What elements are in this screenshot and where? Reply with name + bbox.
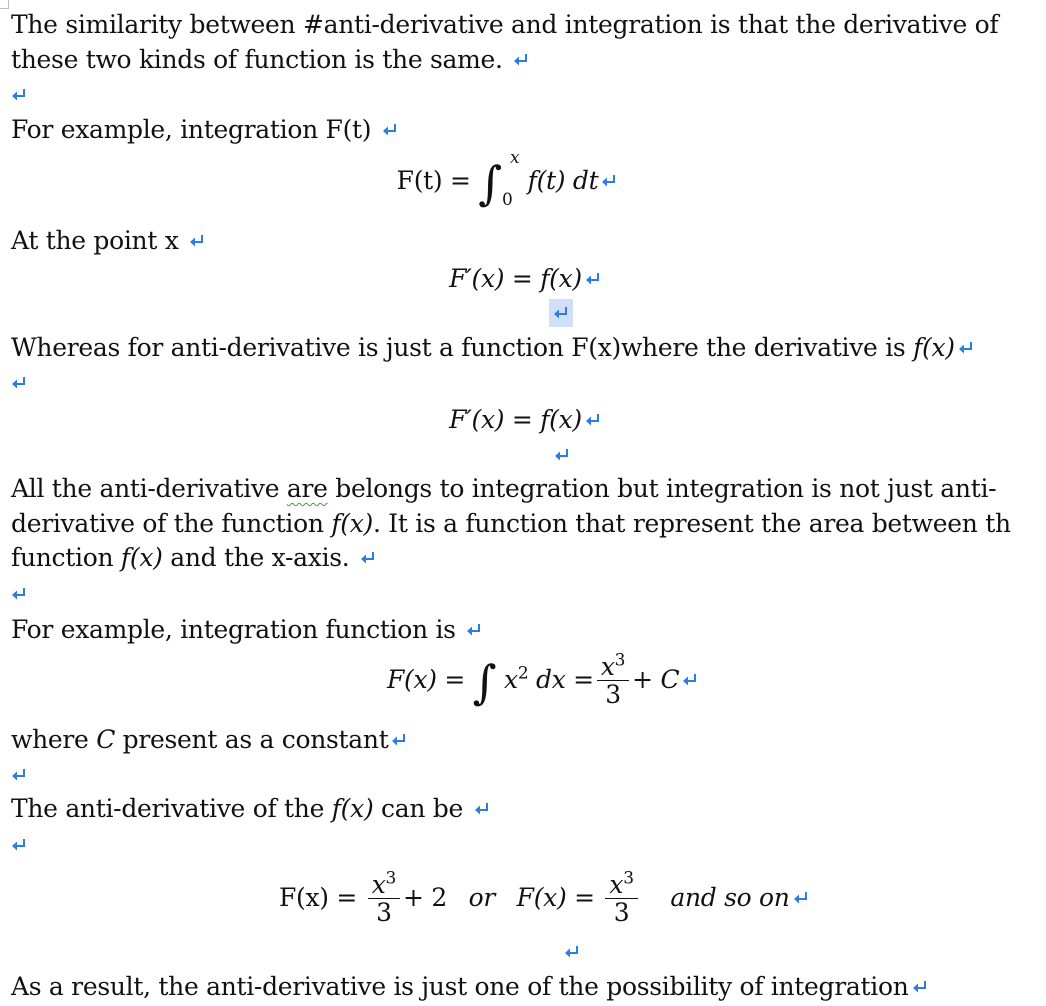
paragraph-mark-icon [513, 53, 529, 67]
empty-paragraph[interactable] [11, 577, 27, 611]
lower-limit: 0 [501, 190, 513, 210]
equation-integral-x-squared[interactable] [387, 650, 698, 710]
paragraph-text: The anti-derivative of the [11, 794, 332, 823]
empty-paragraph[interactable] [554, 438, 570, 472]
spellcheck-flagged-word[interactable]: are [286, 474, 328, 503]
equation-antiderivative-examples[interactable] [279, 868, 809, 928]
integral-limits [501, 148, 520, 210]
paragraph-mark-icon [682, 673, 698, 687]
text-line[interactable] [11, 331, 974, 365]
fraction: $\frac{x^3}{3}$ [597, 654, 629, 709]
paragraph-mark-icon [11, 768, 27, 782]
empty-paragraph[interactable] [11, 828, 27, 862]
text-line[interactable] [11, 792, 490, 826]
fraction: $\frac{x^3}{3}$ [605, 872, 637, 927]
empty-paragraph[interactable] [11, 78, 27, 112]
paragraph-mark-icon [601, 174, 617, 188]
selected-paragraph-mark-icon [549, 299, 573, 327]
text-line[interactable] [11, 472, 996, 506]
equation-lhs: F(x) = [279, 883, 358, 912]
paragraph-text: where [11, 725, 97, 754]
or-text: or [468, 883, 496, 912]
equals-sign: = [511, 264, 533, 293]
paragraph-mark-icon [466, 623, 482, 637]
paragraph-mark-icon [793, 891, 809, 905]
paragraph-text: derivative of the function [11, 509, 332, 538]
inline-math: f(x) [331, 509, 373, 538]
text-line[interactable] [11, 613, 482, 647]
paragraph-text: For example, integration function is [11, 615, 456, 644]
page-corner-mark [0, 0, 9, 9]
equation-lhs: F(x) = [387, 665, 466, 694]
equation-lhs: F(t) = [396, 166, 471, 195]
text-line[interactable] [11, 8, 998, 42]
text-line[interactable] [11, 541, 376, 575]
paragraph-text: can be [373, 794, 464, 823]
inline-math: f(x) [331, 794, 374, 823]
paragraph-mark-icon [11, 88, 27, 102]
empty-paragraph[interactable] [11, 366, 27, 400]
integral-sign: ∫ [472, 655, 497, 709]
paragraph-mark-icon [391, 733, 407, 747]
equation-derivative-2[interactable] [5, 403, 1045, 437]
paragraph-mark-icon [474, 802, 490, 816]
text-line[interactable] [11, 113, 398, 147]
paragraph-mark-icon [585, 272, 601, 286]
inline-math: C [96, 725, 116, 754]
equation-rhs: f(x) [540, 405, 582, 434]
paragraph-mark-icon [11, 376, 27, 390]
cursor-selection[interactable] [549, 296, 573, 330]
paragraph-mark-icon [554, 448, 570, 462]
paragraph-text: . It is a function that represent the area between th [373, 509, 1011, 538]
equation-integral-ft[interactable] [0, 148, 1027, 210]
paragraph-mark-icon [564, 945, 580, 959]
integrand: $x^2$ [504, 663, 529, 694]
paragraph-text: All the anti-derivative [11, 474, 287, 503]
paragraph-mark-icon [189, 234, 205, 248]
paragraph-mark-icon [360, 551, 376, 565]
paragraph-text: and the x-axis. [162, 543, 350, 572]
constant-term: + 2 [403, 883, 447, 912]
integrand: f(t) dt [527, 166, 599, 195]
paragraph-mark-icon [585, 413, 601, 427]
text-line[interactable] [11, 43, 529, 77]
paragraph-text: As a result, the anti-derivative is just one of the possibility of integration [11, 972, 909, 1001]
paragraph-text: At the point x [11, 226, 179, 255]
integral-sign: ∫ [478, 156, 502, 210]
text-line[interactable] [11, 224, 205, 258]
inline-math: f(x) [913, 333, 955, 362]
inline-math: f(x) [120, 543, 163, 572]
equals-sign: = [511, 405, 533, 434]
paragraph-text: belongs to integration but integration is not just anti- [327, 474, 997, 503]
constant-term: + C [632, 665, 680, 694]
paragraph-mark-icon [382, 123, 398, 137]
equation-derivative-1[interactable] [5, 262, 1045, 296]
text-line[interactable] [11, 507, 1011, 541]
fraction: $\frac{x^3}{3}$ [368, 872, 400, 927]
text-line[interactable] [11, 723, 407, 757]
paragraph-text: For example, integration F(t) [11, 115, 372, 144]
paragraph-mark-icon [11, 838, 27, 852]
equation-lhs: F(x) = [516, 883, 595, 912]
paragraph-text: function [11, 543, 121, 572]
text-line[interactable] [11, 970, 928, 1004]
equation-lhs: F′(x) [449, 264, 505, 293]
paragraph-text: The similarity between #anti-derivative and integration is that the derivative of [11, 10, 999, 39]
equation-rhs: f(x) [540, 264, 582, 293]
paragraph-text: these two kinds of function is the same. [11, 45, 503, 74]
paragraph-text: present as a constant [115, 725, 389, 754]
paragraph-mark-icon [11, 587, 27, 601]
empty-paragraph[interactable] [564, 935, 580, 969]
upper-limit: x [509, 148, 520, 168]
paragraph-text: Whereas for anti-derivative is just a function F(x)where the derivative is [11, 333, 906, 362]
paragraph-mark-icon [958, 341, 974, 355]
and-so-on-text: and so on [670, 883, 790, 912]
paragraph-mark-icon [912, 980, 928, 994]
differential: dx = [536, 665, 594, 694]
empty-paragraph[interactable] [11, 758, 27, 792]
equation-lhs: F′(x) [449, 405, 505, 434]
